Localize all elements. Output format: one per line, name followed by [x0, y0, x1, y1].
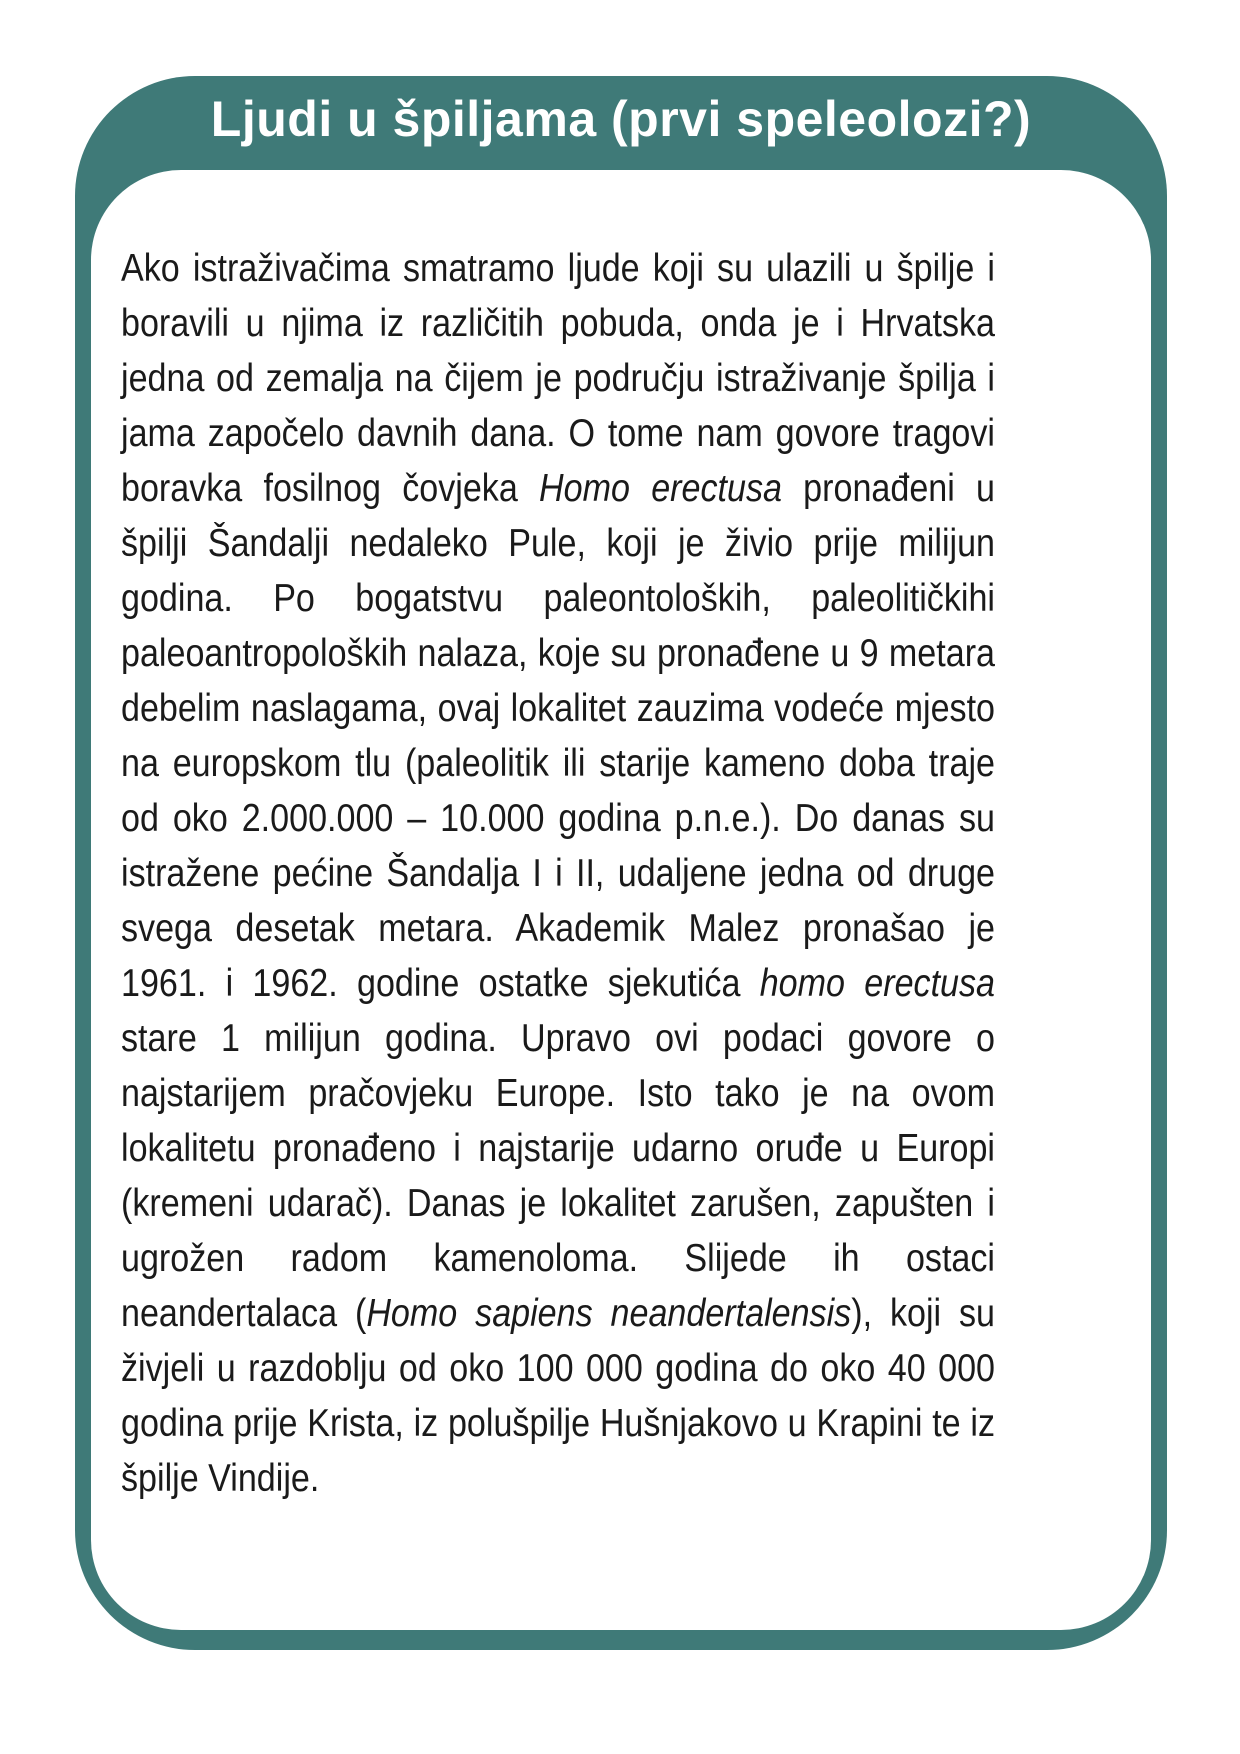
species-name: Homo sapiens neandertalensis: [366, 1292, 852, 1335]
species-name: Homo erectusa: [539, 467, 782, 510]
body-text: stare 1 milijun godina. Upravo ovi podaci govore o najstarijem pračovjeku Europe. Isto tako je na ovom lokalitetu pronađeno i najstarije udarno oruđe u Europi (kremeni udarač). Danas je lokalitet zarušen, zapušten i ugrožen radom kamenoloma. Slijede ih ostaci neandertalaca (: [121, 1017, 995, 1335]
species-name: homo erectusa: [759, 962, 995, 1005]
body-text: Ako istraživačima smatramo ljude koji su ulazili u špilje i boravili u njima iz različitih pobuda, onda je i Hrvatska jedna od zemalja na čijem je području istraživanje špilja i jama započelo davnih dana. O tome nam govore tragovi boravka fosilnog čovjeka: [121, 247, 995, 510]
body-paragraph: [121, 241, 995, 1506]
card-title: Ljudi u špiljama (prvi speleolozi?): [210, 91, 1032, 147]
body-text: ), koji su živjeli u razdoblju od oko 100 000 godina do oko 40 000 godina prije Krista, iz polušpilje Hušnjakovo u Krapini te iz špilje Vindije.: [121, 1292, 995, 1500]
body-text: pronađeni u špilji Šandalji nedaleko Pule, koji je živio prije milijun godina. Po bogatstvu paleontoloških, paleolitičkihi paleoantropoloških nalaza, koje su pronađene u 9 metara debelim naslagama, ovaj lokalitet zauzima vodeće mjesto na europskom tlu (paleolitik ili starije kameno doba traje od oko 2.000.000 – 10.000 godina p.n.e.). Do danas su istražene pećine Šandalja I i II, udaljene jedna od druge svega desetak metara. Akademik Malez pronašao je 1961. i 1962. godine ostatke sjekutića: [121, 467, 996, 1005]
